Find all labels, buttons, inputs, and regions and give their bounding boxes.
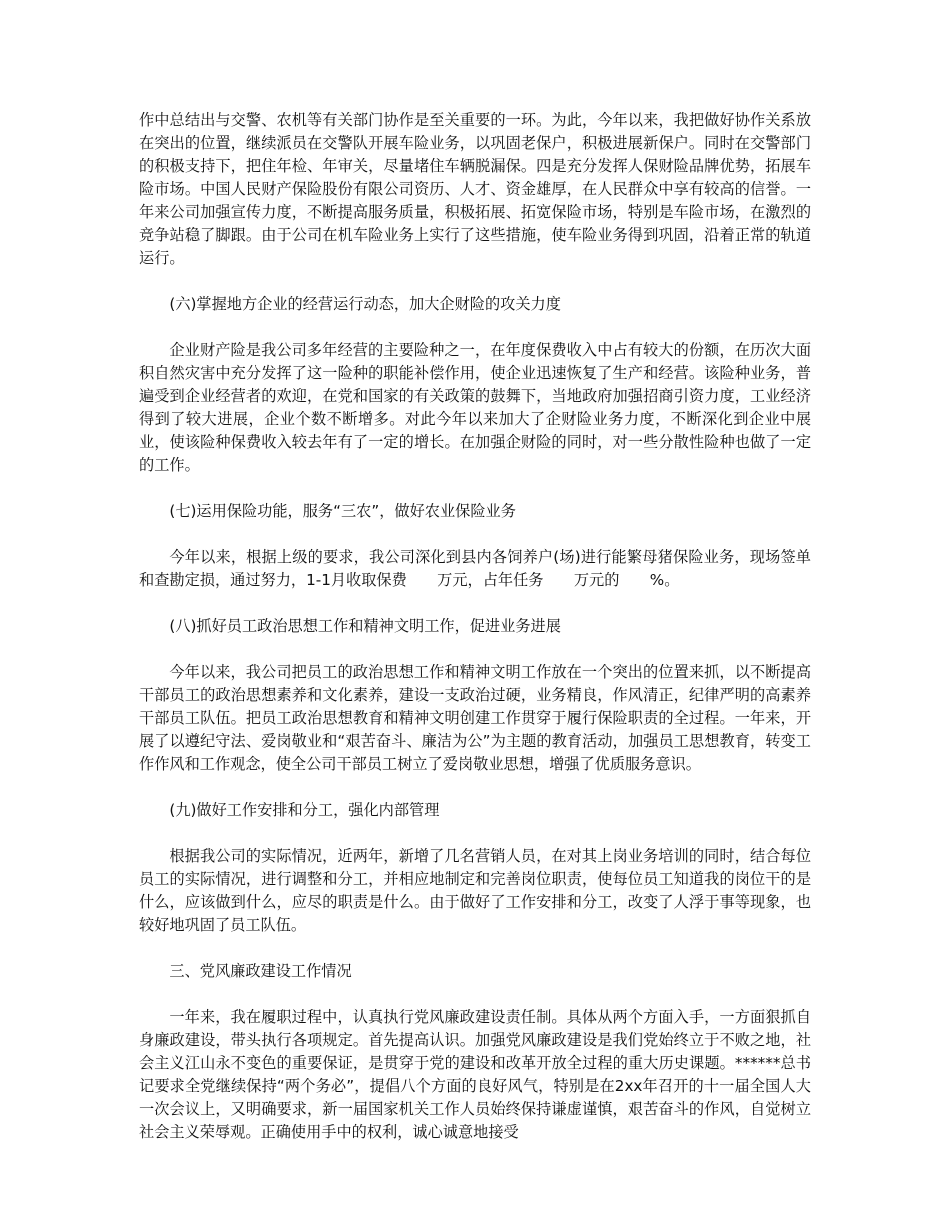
body-paragraph: 根据我公司的实际情况，近两年，新增了几名营销人员，在对其上岗业务培训的同时，结合每位员工的实际情况，进行调整和分工，并相应地制定和完善岗位职责，使每位员工知道我的岗位干的是什么，应该做到什么，应尽的职责是什么。由于做好了工作安排和分工，改变了人浮于事等现象，也较好地巩固了员工队伍。 bbox=[139, 847, 811, 934]
document-page bbox=[139, 109, 811, 1144]
body-paragraph: 作中总结出与交警、农机等有关部门协作是至关重要的一环。为此，今年以来，我把做好协作关系放在突出的位置，继续派员在交警队开展车险业务，以巩固老保户，积极进展新保户。同时在交警部门的积极支持下，把住年检、年审关，尽量堵住车辆脱漏保。四是充分发挥人保财险品牌优势，拓展车险市场。中国人民财产保险股份有限公司资历、人才、资金雄厚，在人民群众中享有较高的信誉。一年来公司加强宣传力度，不断提高服务质量，积极拓展、拓宽保险市场，特别是车险市场，在激烈的竞争站稳了脚跟。由于公司在机车险业务上实行了这些措施，使车险业务得到巩固，沿着正常的轨道运行。 bbox=[139, 111, 811, 267]
body-paragraph: 今年以来，根据上级的要求，我公司深化到县内各饲养户(场)进行能繁母猪保险业务，现场签单和查勘定损，通过努力，1-1月收取保费 万元，占年任务 万元的 %。 bbox=[139, 548, 811, 589]
body-paragraph: 今年以来，我公司把员工的政治思想工作和精神文明工作放在一个突出的位置来抓，以不断提高干部员工的政治思想素养和文化素养，建设一支政治过硬，业务精良，作风清正，纪律严明的高素养干部员工队伍。把员工政治思想教育和精神文明创建工作贯穿于履行保险职责的全过程。一年来，开展了以遵纪守法、爱岗敬业和“艰苦奋斗、廉洁为公”为主题的教育活动，加强员工思想教育，转变工作作风和工作观念，使全公司干部员工树立了爱岗敬业思想，增强了优质服务意识。 bbox=[139, 663, 811, 773]
section-heading: (九)做好工作安排和分工，强化内部管理 bbox=[169, 801, 440, 819]
section-heading: 三、党风廉政建设工作情况 bbox=[169, 962, 352, 980]
body-paragraph: 企业财产险是我公司多年经营的主要险种之一，在年度保费收入中占有较大的份额，在历次大面积自然灾害中充分发挥了这一险种的职能补偿作用，使企业迅速恢复了生产和经营。该险种业务，普遍受到企业经营者的欢迎，在党和国家的有关政策的鼓舞下，当地政府加强招商引资力度，工业经济得到了较大进展，企业个数不断增多。对此今年以来加大了企财险业务力度，不断深化到企业中展业，使该险种保费收入较去年有了一定的增长。在加强企财险的同时，对一些分散性险种也做了一定的工作。 bbox=[139, 341, 811, 474]
section-heading: (八)抓好员工政治思想工作和精神文明工作，促进业务进展 bbox=[169, 617, 561, 635]
section-heading: (七)运用保险功能，服务“三农”，做好农业保险业务 bbox=[169, 502, 516, 520]
body-paragraph: 一年来，我在履职过程中，认真执行党风廉政建设责任制。具体从两个方面入手，一方面狠抓自身廉政建设，带头执行各项规定。首先提高认识。加强党风廉政建设是我们党始终立于不败之地，社会主义江山永不变色的重要保证，是贯穿于党的建设和改革开放全过程的重大历史课题。******总书记要求全党继续保持“两个务必”，提倡八个方面的良好风气，特别是在2xx年召开的十一届全国人大一次会议上，又明确要求，新一届国家机关工作人员始终保持谦虚谨慎，艰苦奋斗的作风，自觉树立社会主义荣辱观。正确使用手中的权利，诚心诚意地接受 bbox=[139, 1008, 811, 1141]
section-heading: (六)掌握地方企业的经营运行动态，加大企财险的攻关力度 bbox=[169, 295, 561, 313]
